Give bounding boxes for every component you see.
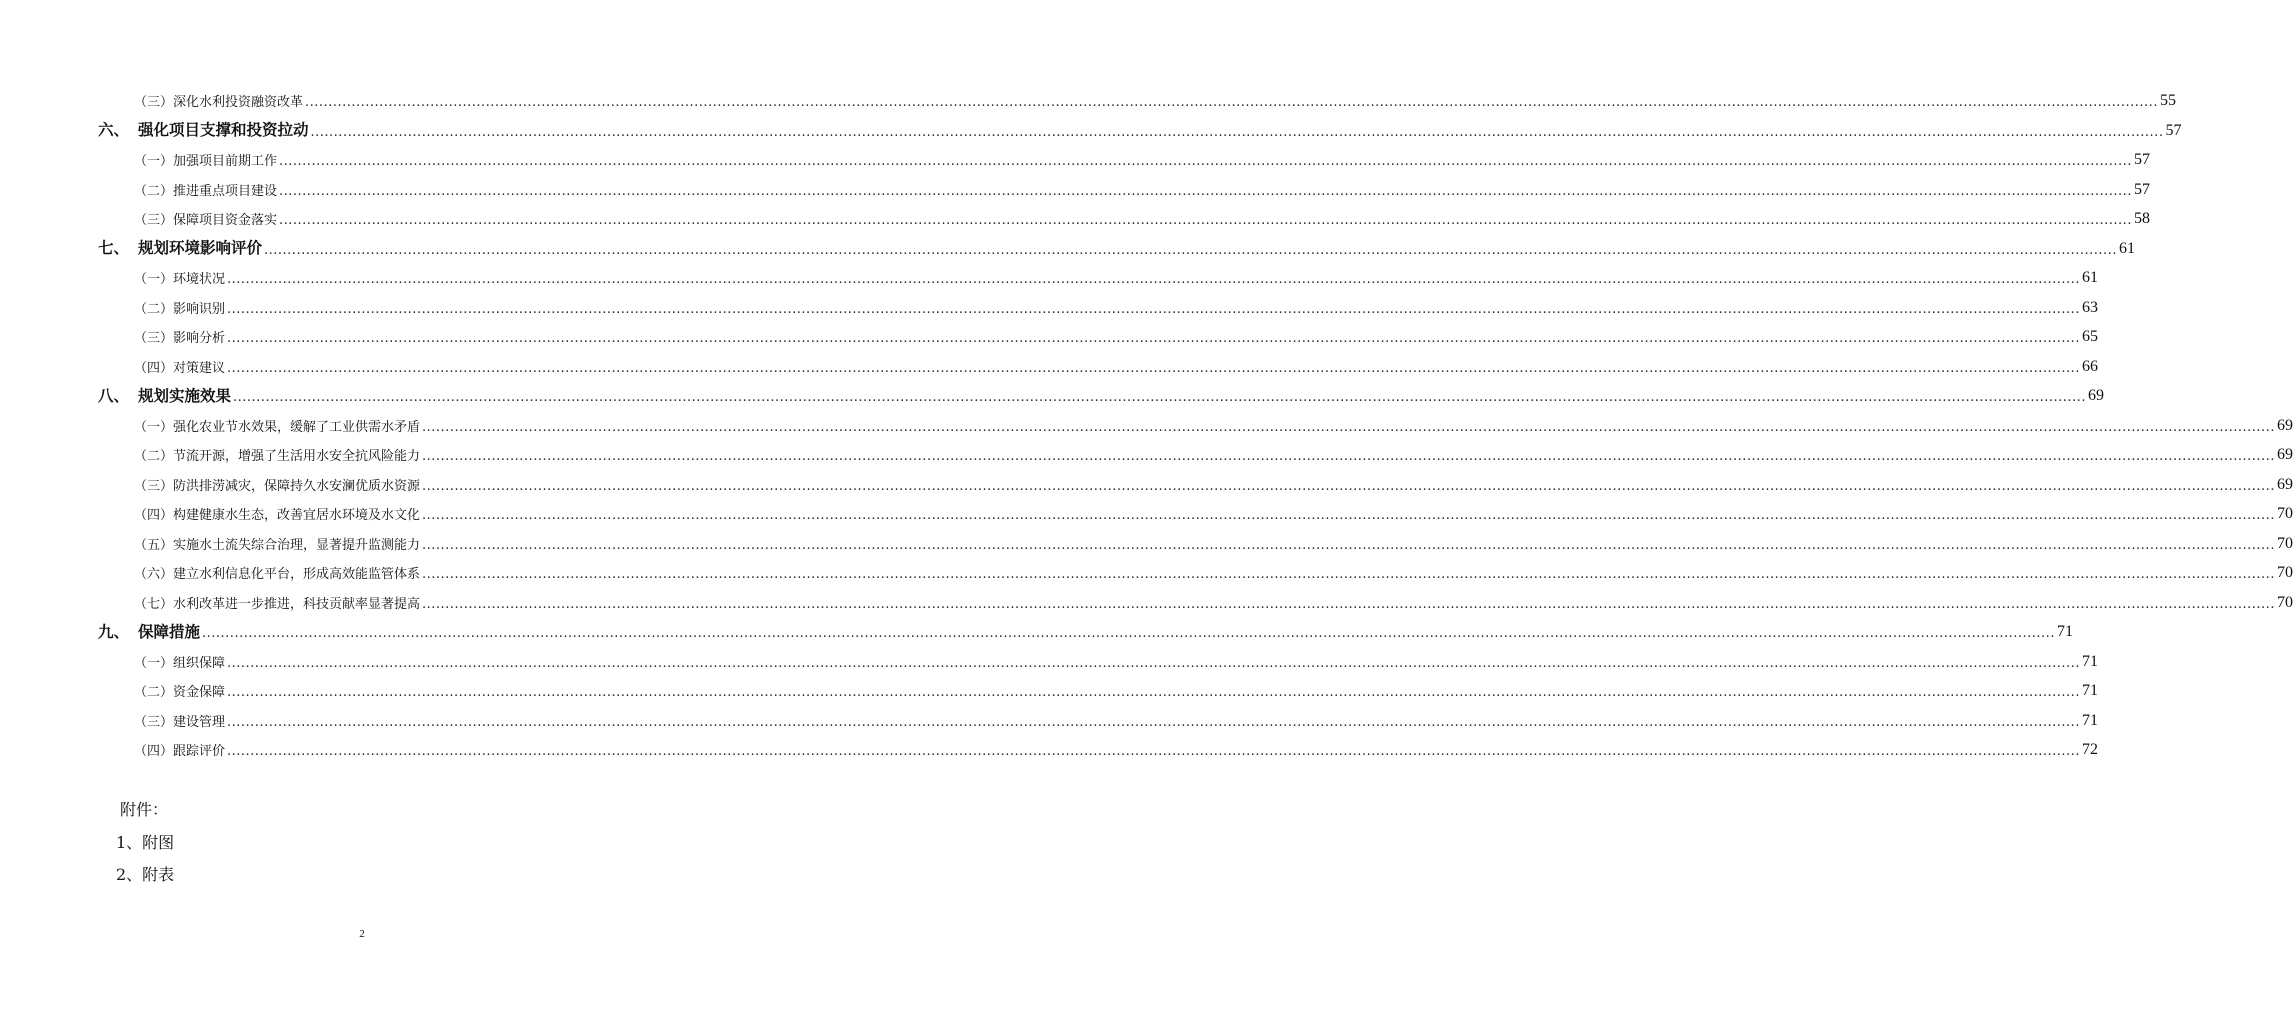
toc-entry-title xyxy=(134,273,225,286)
toc-section-row xyxy=(134,319,2098,346)
toc-page-number: 71 xyxy=(2081,682,2098,699)
toc-section-row xyxy=(134,526,2293,553)
toc-leader-dots: ................................................................................................................................................................................................................................................................................................................................................................................................................ xyxy=(264,242,2117,258)
toc-section-row xyxy=(134,703,2098,730)
toc-section-row xyxy=(134,172,2150,199)
toc-section-row xyxy=(134,290,2098,317)
toc-chapter-row xyxy=(98,113,2182,140)
toc-leader-dots: ................................................................................................................................................................................................................................................................................................................................................................................................................ xyxy=(279,183,2132,199)
toc-entry-label: （三）保障项目资金落实 xyxy=(134,213,278,228)
toc-entry-title xyxy=(134,332,225,345)
page-number: 2 xyxy=(359,928,365,940)
toc-entry-label: （三）影响分析 xyxy=(134,331,226,346)
toc-section-row xyxy=(134,585,2293,612)
toc-page-number: 55 xyxy=(2159,92,2176,109)
toc-entry-label: 规划环境影响评价 xyxy=(138,239,263,257)
toc-entry-title xyxy=(134,509,420,522)
toc-page-number: 70 xyxy=(2276,564,2293,581)
toc-section-row xyxy=(134,437,2293,464)
toc-leader-dots: ................................................................................................................................................................................................................................................................................................................................................................................................................ xyxy=(422,449,2275,464)
toc-entry-label: （五）实施水土流失综合治理，显著提升监测能力 xyxy=(134,537,421,553)
toc-entry-title xyxy=(134,185,277,198)
toc-entry-label: （七）水利改革进一步推进，科技贡献率显著提高 xyxy=(134,596,421,612)
toc-section-row xyxy=(134,83,2176,110)
toc-entry-title xyxy=(134,214,277,227)
toc-entry-title xyxy=(134,155,277,168)
toc-entry-title xyxy=(134,686,225,699)
toc-entry-title xyxy=(134,716,225,729)
toc-leader-dots: ................................................................................................................................................................................................................................................................................................................................................................................................................ xyxy=(422,478,2275,494)
toc-entry-title xyxy=(98,386,232,405)
toc-chapter-number: 七、 xyxy=(98,239,130,257)
toc-entry-title xyxy=(134,362,225,375)
toc-entry-label: （四）对策建议 xyxy=(134,360,226,376)
toc-section-row xyxy=(134,555,2293,582)
toc-leader-dots: ................................................................................................................................................................................................................................................................................................................................................................................................................ xyxy=(422,537,2275,553)
toc-section-row xyxy=(134,496,2293,523)
toc-entry-title xyxy=(134,568,420,581)
toc-page-number: 63 xyxy=(2081,298,2098,316)
toc-page-number: 70 xyxy=(2276,534,2293,552)
toc-entry-label: （二）影响识别 xyxy=(134,301,226,317)
toc-leader-dots: ................................................................................................................................................................................................................................................................................................................................................................................................................ xyxy=(279,213,2132,228)
toc-page-number: 69 xyxy=(2276,416,2293,434)
toc-page-number: 57 xyxy=(2165,121,2182,139)
toc-page-number: 70 xyxy=(2276,505,2293,522)
toc-leader-dots: ................................................................................................................................................................................................................................................................................................................................................................................................................ xyxy=(227,655,2080,671)
toc-page-number: 61 xyxy=(2118,239,2135,257)
toc-entry-label: （四）跟踪评价 xyxy=(134,744,226,759)
toc-section-row xyxy=(134,201,2150,228)
toc-chapter-row xyxy=(98,378,2104,405)
toc-leader-dots: ................................................................................................................................................................................................................................................................................................................................................................................................................ xyxy=(227,301,2080,317)
toc-chapter-number: 九、 xyxy=(98,622,130,641)
toc-page-number: 69 xyxy=(2276,446,2293,463)
toc-entry-title xyxy=(134,480,420,493)
toc-leader-dots: ................................................................................................................................................................................................................................................................................................................................................................................................................ xyxy=(422,508,2275,523)
toc-page-number: 69 xyxy=(2087,387,2104,404)
toc-leader-dots: ................................................................................................................................................................................................................................................................................................................................................................................................................ xyxy=(227,331,2080,346)
toc-page-number: 65 xyxy=(2081,328,2098,345)
toc-entry-label: （三）建设管理 xyxy=(134,714,226,730)
toc-entry-title xyxy=(98,241,262,257)
toc-entry-title xyxy=(134,598,420,611)
toc-page-number: 71 xyxy=(2081,711,2098,729)
toc-entry-label: （四）构建健康水生态，改善宜居水环境及水文化 xyxy=(134,508,421,523)
toc-section-row xyxy=(134,673,2098,700)
toc-entry-title xyxy=(134,421,420,434)
toc-entry-title xyxy=(134,539,420,552)
toc-page-number: 71 xyxy=(2056,623,2073,640)
toc-entry-label: （二）推进重点项目建设 xyxy=(134,183,278,199)
toc-chapter-number: 八、 xyxy=(98,386,130,405)
toc-page-number: 70 xyxy=(2276,593,2293,611)
toc-entry-title xyxy=(98,622,201,641)
toc-section-row xyxy=(134,467,2293,494)
appendix-item-figures: 1、附图 xyxy=(116,833,175,852)
toc-page-number: 71 xyxy=(2081,652,2098,670)
toc-entry-label: （三）防洪排涝减灾，保障持久水安澜优质水资源 xyxy=(134,478,421,494)
toc-leader-dots: ................................................................................................................................................................................................................................................................................................................................................................................................................ xyxy=(227,744,2080,759)
toc-leader-dots: ................................................................................................................................................................................................................................................................................................................................................................................................................ xyxy=(422,419,2275,435)
toc-entry-label: （一）加强项目前期工作 xyxy=(134,154,278,169)
toc-leader-dots: ................................................................................................................................................................................................................................................................................................................................................................................................................ xyxy=(422,596,2275,612)
toc-chapter-number: 六、 xyxy=(98,121,130,139)
toc-leader-dots: ................................................................................................................................................................................................................................................................................................................................................................................................................ xyxy=(227,360,2080,376)
toc-entry-title xyxy=(134,303,225,316)
toc-entry-title xyxy=(134,745,225,758)
toc-leader-dots: ................................................................................................................................................................................................................................................................................................................................................................................................................ xyxy=(227,714,2080,730)
toc-section-row xyxy=(134,142,2150,169)
toc-section-row xyxy=(134,260,2098,287)
toc-entry-label: （二）节流开源，增强了生活用水安全抗风险能力 xyxy=(134,449,421,464)
toc-page-number: 61 xyxy=(2081,269,2098,286)
toc-section-row xyxy=(134,732,2098,759)
toc-chapter-row xyxy=(98,231,2135,258)
toc-entry-label: （一）强化农业节水效果，缓解了工业供需水矛盾 xyxy=(134,419,421,435)
toc-entry-title xyxy=(98,123,309,139)
toc-leader-dots: ................................................................................................................................................................................................................................................................................................................................................................................................................ xyxy=(422,567,2275,582)
toc-entry-label: （一）环境状况 xyxy=(134,272,226,287)
toc-page-number: 72 xyxy=(2081,741,2098,758)
toc-entry-label: （二）资金保障 xyxy=(134,685,226,700)
toc-section-row xyxy=(134,349,2098,376)
toc-section-row xyxy=(134,408,2293,435)
toc-chapter-row xyxy=(98,614,2073,641)
appendix-item-tables: 2、附表 xyxy=(116,865,175,884)
toc-leader-dots: ................................................................................................................................................................................................................................................................................................................................................................................................................ xyxy=(310,124,2164,140)
toc-section-row xyxy=(134,644,2098,671)
toc-entry-label: （一）组织保障 xyxy=(134,655,226,671)
toc-page-number: 69 xyxy=(2276,475,2293,493)
toc-entry-label: 保障措施 xyxy=(138,622,201,641)
toc-entry-title xyxy=(134,96,303,109)
toc-leader-dots: ................................................................................................................................................................................................................................................................................................................................................................................................................ xyxy=(202,626,2055,641)
toc-entry-label: （六）建立水利信息化平台，形成高效能监管体系 xyxy=(134,567,421,582)
toc-entry-title xyxy=(134,450,420,463)
toc-leader-dots: ................................................................................................................................................................................................................................................................................................................................................................................................................ xyxy=(305,95,2158,110)
toc-leader-dots: ................................................................................................................................................................................................................................................................................................................................................................................................................ xyxy=(233,390,2086,405)
toc-leader-dots: ................................................................................................................................................................................................................................................................................................................................................................................................................ xyxy=(227,272,2080,287)
toc-page-number: 58 xyxy=(2133,210,2150,227)
toc-leader-dots: ................................................................................................................................................................................................................................................................................................................................................................................................................ xyxy=(279,154,2132,169)
appendix-heading: 附件： xyxy=(120,800,169,819)
toc-entry-label: 规划实施效果 xyxy=(138,386,232,405)
toc-entry-title xyxy=(134,657,225,670)
toc-entry-label: 强化项目支撑和投资拉动 xyxy=(138,121,309,139)
toc-page-number: 66 xyxy=(2081,357,2098,375)
toc-page-number: 57 xyxy=(2133,151,2150,168)
toc-page-number: 57 xyxy=(2133,180,2150,198)
toc-leader-dots: ................................................................................................................................................................................................................................................................................................................................................................................................................ xyxy=(227,685,2080,700)
toc-entry-label: （三）深化水利投资融资改革 xyxy=(134,95,304,110)
